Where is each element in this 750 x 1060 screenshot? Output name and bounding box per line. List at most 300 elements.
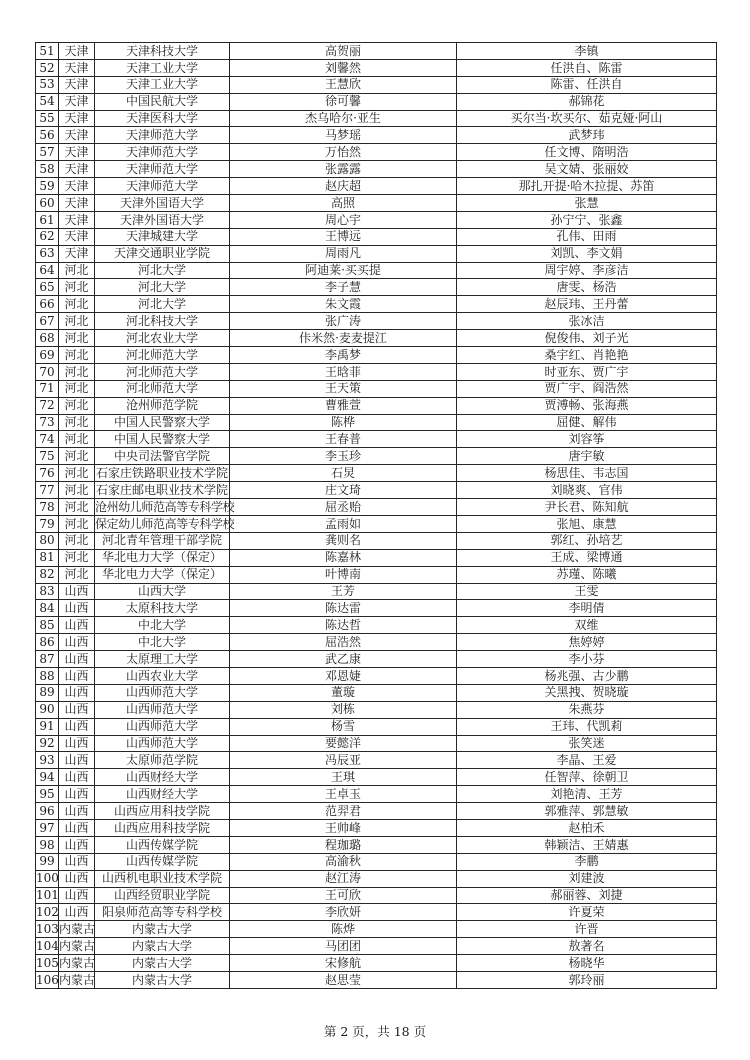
cell-teachers: 郭玲丽 bbox=[457, 971, 717, 988]
cell-student: 张广涛 bbox=[230, 313, 457, 330]
cell-student: 高贺丽 bbox=[230, 43, 457, 60]
table-row bbox=[36, 921, 717, 938]
table-row bbox=[36, 313, 717, 330]
cell-university: 天津师范大学 bbox=[95, 161, 230, 178]
cell-student: 范羿君 bbox=[230, 803, 457, 820]
table-row bbox=[36, 684, 717, 701]
cell-province: 河北 bbox=[59, 566, 95, 583]
cell-university: 中北大学 bbox=[95, 617, 230, 634]
cell-student: 要懿洋 bbox=[230, 735, 457, 752]
cell-no: 84 bbox=[36, 600, 59, 617]
cell-province: 天津 bbox=[59, 43, 95, 60]
cell-teachers: 敖著名 bbox=[457, 938, 717, 955]
cell-student: 王芳 bbox=[230, 583, 457, 600]
cell-university: 天津交通职业学院 bbox=[95, 245, 230, 262]
cell-no: 62 bbox=[36, 228, 59, 245]
cell-teachers: 贾广宇、阎浩然 bbox=[457, 380, 717, 397]
cell-teachers: 吴文婧、张丽姣 bbox=[457, 161, 717, 178]
cell-teachers: 王雯 bbox=[457, 583, 717, 600]
cell-teachers: 许晋 bbox=[457, 921, 717, 938]
cell-university: 山西机电职业技术学院 bbox=[95, 870, 230, 887]
table-row bbox=[36, 617, 717, 634]
cell-student: 陈烨 bbox=[230, 921, 457, 938]
cell-teachers: 王成、梁博通 bbox=[457, 549, 717, 566]
cell-student: 叶博南 bbox=[230, 566, 457, 583]
cell-student: 宋修航 bbox=[230, 955, 457, 972]
cell-university: 天津医科大学 bbox=[95, 110, 230, 127]
cell-no: 86 bbox=[36, 634, 59, 651]
cell-province: 山西 bbox=[59, 735, 95, 752]
cell-university: 山西应用科技学院 bbox=[95, 819, 230, 836]
cell-university: 保定幼儿师范高等专科学校 bbox=[95, 516, 235, 531]
cell-province: 山西 bbox=[59, 752, 95, 769]
cell-teachers: 倪俊伟、刘子光 bbox=[457, 330, 717, 347]
table-row bbox=[36, 93, 717, 110]
cell-no: 101 bbox=[36, 888, 59, 903]
cell-province: 河北 bbox=[59, 465, 95, 482]
table-row bbox=[36, 195, 717, 212]
cell-university: 内蒙古大学 bbox=[95, 938, 230, 955]
table-row bbox=[36, 482, 717, 499]
cell-student: 邓恩婕 bbox=[230, 667, 457, 684]
cell-university: 太原理工大学 bbox=[95, 651, 230, 668]
cell-no: 56 bbox=[36, 127, 59, 144]
cell-province: 天津 bbox=[59, 144, 95, 161]
cell-university: 华北电力大学（保定） bbox=[95, 566, 230, 583]
cell-student: 刘馨然 bbox=[230, 59, 457, 76]
cell-no: 92 bbox=[36, 735, 59, 752]
cell-teachers: 刘晓爽、官伟 bbox=[457, 482, 717, 499]
cell-teachers: 张笑迷 bbox=[457, 735, 717, 752]
cell-province: 河北 bbox=[59, 330, 95, 347]
cell-student: 武乙康 bbox=[230, 651, 457, 668]
cell-no: 100 bbox=[36, 871, 59, 886]
table-row bbox=[36, 363, 717, 380]
cell-no: 82 bbox=[36, 566, 59, 583]
cell-no: 61 bbox=[36, 211, 59, 228]
cell-student: 陈达哲 bbox=[230, 617, 457, 634]
cell-no: 76 bbox=[36, 465, 59, 482]
cell-student: 屈浩然 bbox=[230, 634, 457, 651]
table-row bbox=[36, 667, 717, 684]
cell-university: 太原科技大学 bbox=[95, 600, 230, 617]
cell-no: 53 bbox=[36, 76, 59, 93]
cell-province: 河北 bbox=[59, 279, 95, 296]
cell-no: 57 bbox=[36, 144, 59, 161]
cell-student: 曹雅萱 bbox=[230, 397, 457, 414]
cell-student: 李禹梦 bbox=[230, 347, 457, 364]
table-row bbox=[36, 549, 717, 566]
page-number-footer: 第 2 页，共 18 页 bbox=[323, 1024, 427, 1039]
cell-university: 河北大学 bbox=[95, 262, 230, 279]
table-row bbox=[36, 397, 717, 414]
cell-teachers: 郭红、孙培艺 bbox=[457, 532, 717, 549]
cell-province: 山西 bbox=[59, 600, 95, 617]
table-row bbox=[36, 161, 717, 178]
cell-teachers: 买尔当·坎买尔、茹克娅·阿山 bbox=[457, 110, 717, 127]
cell-no: 94 bbox=[36, 769, 59, 786]
cell-no: 91 bbox=[36, 718, 59, 735]
cell-no: 52 bbox=[36, 59, 59, 76]
cell-university: 华北电力大学（保定） bbox=[95, 549, 230, 566]
cell-university: 石家庄邮电职业技术学院 bbox=[95, 482, 228, 497]
cell-student: 佧米然·麦麦提江 bbox=[230, 330, 457, 347]
cell-student: 龚则名 bbox=[230, 532, 457, 549]
cell-student: 李玉珍 bbox=[230, 448, 457, 465]
cell-teachers: 那扎开提·哈木拉提、苏笛 bbox=[457, 178, 717, 195]
cell-student: 王可欣 bbox=[230, 887, 457, 904]
table-row bbox=[36, 955, 717, 972]
cell-province: 山西 bbox=[59, 684, 95, 701]
cell-province: 天津 bbox=[59, 59, 95, 76]
cell-university: 中北大学 bbox=[95, 634, 230, 651]
cell-no: 93 bbox=[36, 752, 59, 769]
cell-no: 71 bbox=[36, 380, 59, 397]
cell-student: 张露露 bbox=[230, 161, 457, 178]
table-row bbox=[36, 330, 717, 347]
table-row bbox=[36, 836, 717, 853]
cell-no: 80 bbox=[36, 532, 59, 549]
cell-teachers: 韩颖洁、王婧惠 bbox=[457, 836, 717, 853]
cell-province: 河北 bbox=[59, 549, 95, 566]
cell-no: 81 bbox=[36, 549, 59, 566]
cell-province: 山西 bbox=[59, 887, 95, 904]
table-row bbox=[36, 228, 717, 245]
cell-student: 王博远 bbox=[230, 228, 457, 245]
cell-province: 天津 bbox=[59, 228, 95, 245]
table-row bbox=[36, 279, 717, 296]
cell-university: 天津外国语大学 bbox=[95, 211, 230, 228]
cell-teachers: 贾溥畅、张海燕 bbox=[457, 397, 717, 414]
cell-no: 69 bbox=[36, 347, 59, 364]
cell-university: 阳泉师范高等专科学校 bbox=[95, 904, 230, 921]
table-row bbox=[36, 803, 717, 820]
cell-university: 天津工业大学 bbox=[95, 76, 230, 93]
cell-no: 105 bbox=[36, 955, 59, 970]
cell-university: 沧州师范学院 bbox=[95, 397, 230, 414]
cell-university: 山西传媒学院 bbox=[95, 853, 230, 870]
cell-teachers: 苏瑾、陈曦 bbox=[457, 566, 717, 583]
cell-no: 63 bbox=[36, 245, 59, 262]
table-row bbox=[36, 499, 717, 516]
cell-no: 67 bbox=[36, 313, 59, 330]
cell-no: 102 bbox=[36, 905, 59, 920]
cell-province: 山西 bbox=[59, 870, 95, 887]
cell-province: 山西 bbox=[59, 667, 95, 684]
cell-no: 89 bbox=[36, 684, 59, 701]
cell-no: 58 bbox=[36, 161, 59, 178]
cell-teachers: 张冰洁 bbox=[457, 313, 717, 330]
table-row bbox=[36, 971, 717, 988]
cell-no: 51 bbox=[36, 43, 59, 60]
cell-teachers: 李明倩 bbox=[457, 600, 717, 617]
cell-province: 河北 bbox=[59, 380, 95, 397]
table-row bbox=[36, 144, 717, 161]
cell-university: 内蒙古大学 bbox=[95, 955, 230, 972]
cell-student: 马梦瑶 bbox=[230, 127, 457, 144]
cell-teachers: 王玮、代凯莉 bbox=[457, 718, 717, 735]
cell-no: 103 bbox=[36, 921, 59, 936]
cell-student: 万怡然 bbox=[230, 144, 457, 161]
cell-teachers: 刘凯、李文娟 bbox=[457, 245, 717, 262]
table-row bbox=[36, 769, 717, 786]
cell-university: 太原师范学院 bbox=[95, 752, 230, 769]
cell-university: 中国民航大学 bbox=[95, 93, 230, 110]
cell-teachers: 杨兆强、古少鹏 bbox=[457, 667, 717, 684]
cell-university: 山西应用科技学院 bbox=[95, 803, 230, 820]
cell-no: 85 bbox=[36, 617, 59, 634]
cell-student: 陈达雷 bbox=[230, 600, 457, 617]
cell-student: 刘栋 bbox=[230, 701, 457, 718]
cell-student: 李欣妍 bbox=[230, 904, 457, 921]
cell-university: 河北师范大学 bbox=[95, 347, 230, 364]
cell-teachers: 朱燕芬 bbox=[457, 701, 717, 718]
cell-no: 70 bbox=[36, 363, 59, 380]
cell-university: 山西师范大学 bbox=[95, 718, 230, 735]
table-row bbox=[36, 76, 717, 93]
cell-university: 山西师范大学 bbox=[95, 684, 230, 701]
cell-student: 陈桦 bbox=[230, 414, 457, 431]
table-row bbox=[36, 718, 717, 735]
cell-no: 68 bbox=[36, 330, 59, 347]
roster-table-body bbox=[36, 43, 717, 989]
cell-no: 74 bbox=[36, 431, 59, 448]
cell-student: 高照 bbox=[230, 195, 457, 212]
cell-university: 天津外国语大学 bbox=[95, 195, 230, 212]
cell-province: 河北 bbox=[59, 532, 95, 549]
cell-teachers: 郝锦花 bbox=[457, 93, 717, 110]
cell-university: 天津师范大学 bbox=[95, 127, 230, 144]
cell-university: 山西师范大学 bbox=[95, 701, 230, 718]
cell-student: 董璇 bbox=[230, 684, 457, 701]
cell-province: 山西 bbox=[59, 651, 95, 668]
cell-teachers: 尹长君、陈知航 bbox=[457, 499, 717, 516]
cell-province: 山西 bbox=[59, 786, 95, 803]
cell-student: 王晗菲 bbox=[230, 363, 457, 380]
table-row bbox=[36, 448, 717, 465]
table-row bbox=[36, 245, 717, 262]
cell-student: 周雨凡 bbox=[230, 245, 457, 262]
cell-province: 河北 bbox=[59, 482, 95, 499]
table-row bbox=[36, 566, 717, 583]
cell-student: 赵庆超 bbox=[230, 178, 457, 195]
cell-student: 陈嘉林 bbox=[230, 549, 457, 566]
table-row bbox=[36, 465, 717, 482]
cell-no: 75 bbox=[36, 448, 59, 465]
cell-student: 朱文霞 bbox=[230, 296, 457, 313]
cell-no: 65 bbox=[36, 279, 59, 296]
cell-province: 内蒙古 bbox=[59, 955, 96, 970]
cell-province: 河北 bbox=[59, 397, 95, 414]
cell-province: 天津 bbox=[59, 195, 95, 212]
table-row bbox=[36, 904, 717, 921]
cell-no: 66 bbox=[36, 296, 59, 313]
cell-no: 88 bbox=[36, 667, 59, 684]
table-row bbox=[36, 600, 717, 617]
cell-university: 山西财经大学 bbox=[95, 769, 230, 786]
cell-province: 天津 bbox=[59, 178, 95, 195]
cell-university: 山西师范大学 bbox=[95, 735, 230, 752]
cell-province: 山西 bbox=[59, 634, 95, 651]
cell-no: 97 bbox=[36, 819, 59, 836]
cell-province: 山西 bbox=[59, 836, 95, 853]
cell-teachers: 唐宇敏 bbox=[457, 448, 717, 465]
cell-student: 王慧欣 bbox=[230, 76, 457, 93]
cell-province: 山西 bbox=[59, 819, 95, 836]
cell-university: 河北农业大学 bbox=[95, 330, 230, 347]
table-row bbox=[36, 583, 717, 600]
cell-province: 天津 bbox=[59, 76, 95, 93]
cell-province: 河北 bbox=[59, 262, 95, 279]
table-row bbox=[36, 43, 717, 60]
cell-no: 73 bbox=[36, 414, 59, 431]
cell-no: 87 bbox=[36, 651, 59, 668]
cell-university: 天津师范大学 bbox=[95, 144, 230, 161]
table-row bbox=[36, 853, 717, 870]
cell-university: 天津科技大学 bbox=[95, 43, 230, 60]
cell-student: 王卓玉 bbox=[230, 786, 457, 803]
table-row bbox=[36, 59, 717, 76]
cell-teachers: 杨思佳、韦志国 bbox=[457, 465, 717, 482]
cell-university: 河北大学 bbox=[95, 279, 230, 296]
cell-student: 孟雨如 bbox=[230, 515, 457, 532]
cell-province: 山西 bbox=[59, 769, 95, 786]
cell-no: 99 bbox=[36, 853, 59, 870]
cell-university: 石家庄铁路职业技术学院 bbox=[95, 465, 228, 480]
cell-province: 河北 bbox=[59, 499, 95, 516]
cell-teachers: 任文博、隋明浩 bbox=[457, 144, 717, 161]
cell-student: 王帅峰 bbox=[230, 819, 457, 836]
cell-teachers: 焦婷婷 bbox=[457, 634, 717, 651]
cell-no: 95 bbox=[36, 786, 59, 803]
cell-student: 王琪 bbox=[230, 769, 457, 786]
cell-province: 山西 bbox=[59, 718, 95, 735]
cell-university: 河北师范大学 bbox=[95, 363, 230, 380]
table-row bbox=[36, 296, 717, 313]
cell-university: 内蒙古大学 bbox=[95, 921, 230, 938]
table-row bbox=[36, 532, 717, 549]
cell-province: 山西 bbox=[59, 853, 95, 870]
table-row bbox=[36, 211, 717, 228]
cell-teachers: 唐雯、杨浩 bbox=[457, 279, 717, 296]
cell-teachers: 郝丽蓉、刘捷 bbox=[457, 887, 717, 904]
cell-province: 山西 bbox=[59, 583, 95, 600]
cell-student: 徐可馨 bbox=[230, 93, 457, 110]
cell-student: 赵江涛 bbox=[230, 870, 457, 887]
cell-university: 河北科技大学 bbox=[95, 313, 230, 330]
table-row bbox=[36, 651, 717, 668]
cell-province: 天津 bbox=[59, 211, 95, 228]
table-row bbox=[36, 127, 717, 144]
cell-student: 庄文琦 bbox=[230, 482, 457, 499]
table-row bbox=[36, 431, 717, 448]
cell-teachers: 张旭、康慧 bbox=[457, 515, 717, 532]
cell-province: 天津 bbox=[59, 93, 95, 110]
cell-no: 64 bbox=[36, 262, 59, 279]
cell-teachers: 赵辰玮、王丹蕾 bbox=[457, 296, 717, 313]
cell-no: 72 bbox=[36, 397, 59, 414]
cell-university: 沧州幼儿师范高等专科学校 bbox=[95, 499, 235, 514]
cell-no: 55 bbox=[36, 110, 59, 127]
cell-teachers: 张慧 bbox=[457, 195, 717, 212]
cell-student: 程珈璐 bbox=[230, 836, 457, 853]
cell-teachers: 杨晓华 bbox=[457, 955, 717, 972]
cell-student: 王春普 bbox=[230, 431, 457, 448]
cell-teachers: 郭雅萍、郭慧敏 bbox=[457, 803, 717, 820]
table-row bbox=[36, 178, 717, 195]
cell-university: 内蒙古大学 bbox=[95, 971, 230, 988]
cell-province: 河北 bbox=[59, 448, 95, 465]
cell-no: 79 bbox=[36, 515, 59, 532]
cell-no: 98 bbox=[36, 836, 59, 853]
cell-no: 83 bbox=[36, 583, 59, 600]
cell-student: 杨雪 bbox=[230, 718, 457, 735]
table-row bbox=[36, 110, 717, 127]
cell-student: 冯辰亚 bbox=[230, 752, 457, 769]
cell-province: 山西 bbox=[59, 701, 95, 718]
cell-teachers: 赵柏禾 bbox=[457, 819, 717, 836]
table-row bbox=[36, 870, 717, 887]
cell-teachers: 周宇婷、李彦洁 bbox=[457, 262, 717, 279]
cell-university: 中央司法警官学院 bbox=[95, 448, 230, 465]
cell-no: 60 bbox=[36, 195, 59, 212]
cell-student: 周心宇 bbox=[230, 211, 457, 228]
table-row bbox=[36, 262, 717, 279]
cell-student: 杰乌哈尔·亚生 bbox=[230, 110, 457, 127]
cell-teachers: 刘艳清、王芳 bbox=[457, 786, 717, 803]
cell-teachers: 孙宁宁、张鑫 bbox=[457, 211, 717, 228]
cell-university: 河北大学 bbox=[95, 296, 230, 313]
cell-province: 内蒙古 bbox=[59, 938, 96, 953]
cell-teachers: 李鹏 bbox=[457, 853, 717, 870]
table-row bbox=[36, 414, 717, 431]
cell-province: 河北 bbox=[59, 414, 95, 431]
cell-province: 山西 bbox=[59, 904, 95, 921]
cell-university: 山西财经大学 bbox=[95, 786, 230, 803]
cell-university: 中国人民警察大学 bbox=[95, 431, 230, 448]
cell-province: 天津 bbox=[59, 245, 95, 262]
cell-teachers: 关黑拽、贺晓璇 bbox=[457, 684, 717, 701]
cell-teachers: 时亚东、贾广宇 bbox=[457, 363, 717, 380]
cell-teachers: 屈健、解伟 bbox=[457, 414, 717, 431]
cell-teachers: 任洪自、陈雷 bbox=[457, 59, 717, 76]
cell-province: 天津 bbox=[59, 127, 95, 144]
cell-student: 高渝秋 bbox=[230, 853, 457, 870]
cell-university: 山西大学 bbox=[95, 583, 230, 600]
table-row bbox=[36, 701, 717, 718]
cell-no: 59 bbox=[36, 178, 59, 195]
cell-university: 河北师范大学 bbox=[95, 380, 230, 397]
table-row bbox=[36, 515, 717, 532]
cell-province: 河北 bbox=[59, 515, 95, 532]
cell-province: 内蒙古 bbox=[59, 972, 96, 987]
cell-student: 李子慧 bbox=[230, 279, 457, 296]
table-row bbox=[36, 752, 717, 769]
table-row bbox=[36, 938, 717, 955]
cell-province: 河北 bbox=[59, 431, 95, 448]
cell-no: 78 bbox=[36, 499, 59, 516]
cell-no: 54 bbox=[36, 93, 59, 110]
cell-teachers: 李晶、王爱 bbox=[457, 752, 717, 769]
cell-university: 天津城建大学 bbox=[95, 228, 230, 245]
cell-teachers: 许夏荣 bbox=[457, 904, 717, 921]
cell-no: 104 bbox=[36, 938, 59, 953]
table-row bbox=[36, 735, 717, 752]
cell-province: 河北 bbox=[59, 363, 95, 380]
cell-student: 赵思莹 bbox=[230, 971, 457, 988]
cell-university: 天津师范大学 bbox=[95, 178, 230, 195]
cell-teachers: 陈雷、任洪自 bbox=[457, 76, 717, 93]
